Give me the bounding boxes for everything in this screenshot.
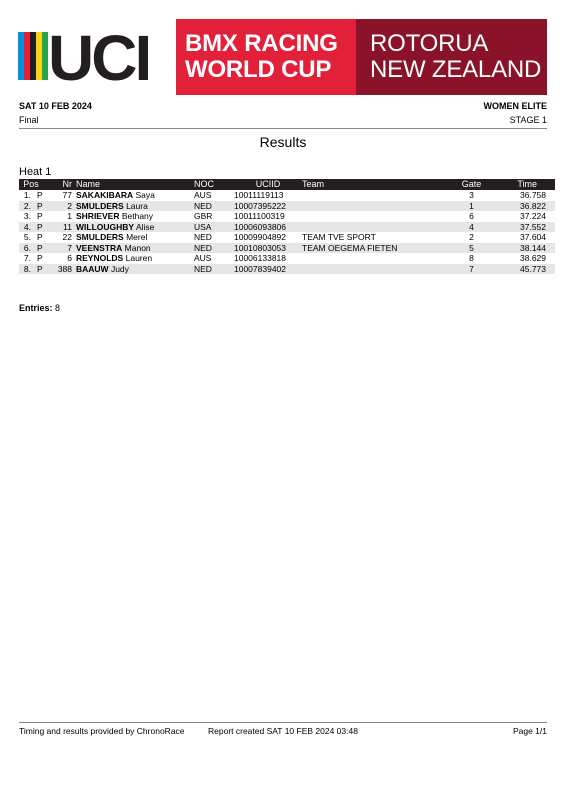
- uciid-cell: 10010803053: [234, 243, 302, 254]
- pos-cell: 3.: [23, 211, 31, 221]
- rider-first-name: Saya: [135, 190, 155, 200]
- team-cell: [302, 201, 450, 212]
- noc-cell: NED: [194, 232, 212, 242]
- team-cell: [302, 253, 450, 264]
- number-cell: 1: [67, 211, 72, 221]
- uci-logo: [18, 30, 168, 82]
- entries-count: 8: [55, 303, 61, 313]
- noc-cell: AUS: [194, 253, 212, 263]
- gate-cell: 7: [450, 264, 493, 275]
- rider-last-name: WILLOUGHBY: [76, 221, 135, 232]
- table-row: [19, 190, 555, 201]
- col-header-name: Name: [72, 179, 194, 190]
- gate-cell: 6: [469, 211, 474, 221]
- page-title: Results: [259, 134, 307, 150]
- entries-label: Entries:: [19, 303, 53, 313]
- banner-line-1: BMX RACING: [185, 30, 338, 57]
- table-row: [19, 222, 555, 233]
- table-row: [19, 243, 555, 254]
- name-cell: [72, 243, 194, 254]
- header-divider: [19, 128, 547, 129]
- time-cell: 37.224: [520, 211, 546, 221]
- team-cell: TEAM TVE SPORT: [302, 232, 376, 242]
- pos-cell: 7.: [23, 253, 31, 263]
- gate-cell: 3: [469, 190, 474, 200]
- time-cell: 37.552: [493, 222, 555, 233]
- name-cell: [72, 201, 194, 212]
- col-header-gate: Gate: [450, 179, 493, 190]
- uciid-cell: 10011100319: [234, 211, 285, 221]
- number-cell: 2: [43, 201, 72, 212]
- rider-first-name: Laura: [126, 200, 148, 211]
- rider-last-name: SMULDERS: [76, 232, 124, 242]
- time-cell: 36.758: [520, 190, 546, 200]
- category-label: WOMEN ELITE: [483, 101, 547, 111]
- footer-created: Report created SAT 10 FEB 2024 03:48: [208, 726, 358, 736]
- noc-cell: GBR: [194, 211, 213, 221]
- team-cell: TEAM OEGEMA FIETEN: [302, 243, 450, 254]
- pos-cell: 5.: [23, 232, 31, 242]
- noc-cell: NED: [194, 264, 234, 275]
- col-header-nr: Nr: [43, 179, 72, 190]
- rider-last-name: SMULDERS: [76, 200, 124, 211]
- team-cell: [302, 222, 450, 233]
- banner-venue-line-1: ROTORUA: [370, 30, 489, 57]
- team-cell: [302, 264, 450, 275]
- col-header-uciid: UCIID: [234, 179, 302, 190]
- banner-event-name: [176, 19, 356, 95]
- noc-cell: NED: [194, 243, 234, 254]
- uciid-cell: 10009904892: [234, 232, 287, 242]
- col-header-team: Team: [302, 179, 450, 190]
- time-cell: 38.629: [520, 253, 546, 263]
- name-cell: [72, 232, 194, 243]
- gate-cell: 1: [450, 201, 493, 212]
- pos-cell: 6.: [19, 243, 31, 254]
- banner-venue: [356, 19, 547, 95]
- status-cell: P: [37, 232, 43, 242]
- number-cell: 7: [43, 243, 72, 254]
- gate-cell: 2: [469, 232, 474, 242]
- entries-summary: [19, 303, 60, 313]
- table-row: [19, 253, 555, 264]
- noc-cell: USA: [194, 222, 234, 233]
- footer-page: Page 1/1: [512, 726, 547, 736]
- footer-divider: [19, 722, 547, 723]
- results-table: [19, 179, 555, 274]
- rider-last-name: SHRIEVER: [76, 211, 120, 221]
- table-row: [19, 211, 555, 222]
- team-cell: [302, 211, 450, 222]
- noc-cell: NED: [194, 201, 234, 212]
- gate-cell: 4: [450, 222, 493, 233]
- banner-venue-line-2: NEW ZEALAND: [370, 56, 542, 83]
- time-cell: 36.822: [493, 201, 555, 212]
- rider-first-name: Lauren: [125, 253, 153, 263]
- number-cell: 77: [62, 190, 72, 200]
- status-cell: P: [31, 201, 43, 212]
- uciid-cell: 10006093806: [234, 222, 302, 233]
- table-header-row: [19, 179, 555, 190]
- rider-first-name: Bethany: [121, 211, 154, 221]
- name-cell: [72, 211, 194, 222]
- gate-cell: 8: [469, 253, 474, 263]
- pos-cell: 8.: [19, 264, 31, 275]
- number-cell: 11: [43, 222, 72, 233]
- banner-line-2: WORLD CUP: [185, 56, 332, 83]
- pos-cell: 1.: [23, 190, 31, 200]
- event-date: SAT 10 FEB 2024: [19, 101, 92, 111]
- rider-last-name: BAAUW: [76, 263, 109, 274]
- status-cell: P: [37, 190, 43, 200]
- noc-cell: AUS: [194, 190, 212, 200]
- round-label: Final: [19, 115, 39, 125]
- rider-first-name: Merel: [126, 232, 148, 242]
- uciid-cell: 10007839402: [234, 264, 302, 275]
- number-cell: 22: [62, 232, 72, 242]
- uciid-cell: 10011119113: [234, 190, 284, 200]
- stage-label: STAGE 1: [509, 115, 547, 125]
- number-cell: 388: [43, 264, 72, 275]
- number-cell: 6: [67, 253, 72, 263]
- uci-logo-text: UCI: [48, 30, 150, 82]
- team-cell: [302, 190, 450, 201]
- status-cell: P: [37, 211, 43, 221]
- uciid-cell: 10006133818: [234, 253, 287, 263]
- status-cell: P: [31, 264, 43, 275]
- status-cell: P: [37, 253, 43, 263]
- heat-title: Heat 1: [19, 166, 52, 178]
- gate-cell: 5: [450, 243, 493, 254]
- name-cell: [72, 253, 194, 264]
- pos-cell: 2.: [19, 201, 31, 212]
- results-body: [19, 190, 555, 274]
- table-row: [19, 264, 555, 275]
- status-cell: P: [31, 222, 43, 233]
- col-header-noc: NOC: [194, 179, 234, 190]
- rider-last-name: SAKAKIBARA: [76, 190, 134, 200]
- event-banner: [176, 19, 547, 95]
- col-header-pos: Pos: [19, 179, 43, 190]
- rider-first-name: Manon: [124, 242, 151, 253]
- time-cell: 38.144: [493, 243, 555, 254]
- status-cell: P: [31, 243, 43, 254]
- name-cell: [72, 222, 194, 233]
- time-cell: 45.773: [493, 264, 555, 275]
- col-header-time: Time: [493, 179, 555, 190]
- footer-provider: Timing and results provided by ChronoRace: [19, 726, 185, 736]
- time-cell: 37.604: [520, 232, 546, 242]
- name-cell: [72, 190, 194, 201]
- pos-cell: 4.: [19, 222, 31, 233]
- name-cell: [72, 264, 194, 275]
- rider-last-name: VEENSTRA: [76, 242, 123, 253]
- rider-last-name: REYNOLDS: [76, 253, 124, 263]
- table-row: [19, 201, 555, 212]
- table-row: [19, 232, 555, 243]
- rider-first-name: Alise: [135, 221, 155, 232]
- rider-first-name: Judy: [110, 263, 129, 274]
- uciid-cell: 10007395222: [234, 201, 302, 212]
